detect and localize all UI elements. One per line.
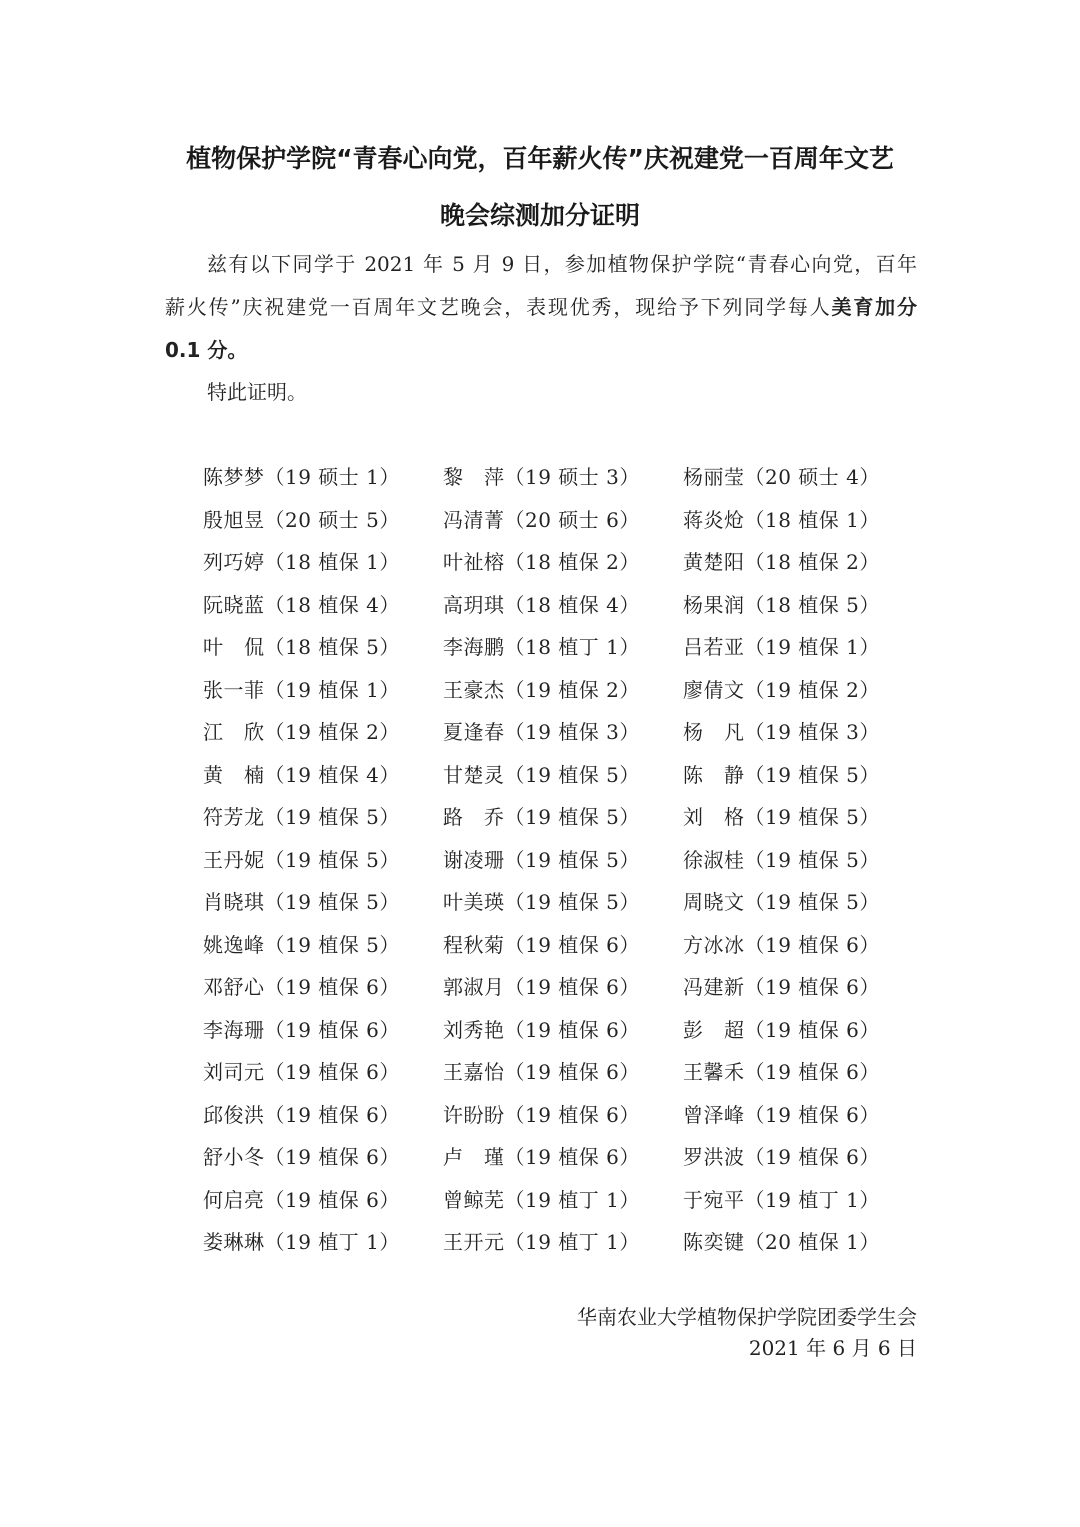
student-entry: 杨果润（18 植保 5） bbox=[683, 592, 880, 617]
student-entry: 吕若亚（19 植保 1） bbox=[683, 635, 880, 659]
student-entry: 陈梦梦（19 硕士 1） bbox=[203, 465, 400, 489]
student-entry: 徐淑桂（19 植保 5） bbox=[683, 847, 880, 872]
student-entry: 李海珊（19 植保 6） bbox=[203, 1017, 400, 1042]
signature-block bbox=[577, 1302, 917, 1364]
document-title-line-2: 晚会综测加分证明 bbox=[439, 201, 640, 230]
student-entry: 黄楚阳（18 植保 2） bbox=[683, 550, 880, 574]
aesthetic-bonus-label: 美育加分 bbox=[831, 295, 917, 319]
issuing-organization: 华南农业大学植物保护学院团委学生会 bbox=[577, 1305, 917, 1329]
paragraph-line-3: 0.1 分。 bbox=[165, 338, 248, 362]
student-entry: 殷旭昱（20 硕士 5） bbox=[203, 507, 400, 532]
student-entry: 陈奕键（20 植保 1） bbox=[683, 1230, 880, 1254]
student-entry: 方冰冰（19 植保 6） bbox=[683, 932, 880, 957]
student-entry: 娄琳琳（19 植丁 1） bbox=[203, 1230, 400, 1254]
student-entry: 罗洪波（19 植保 6） bbox=[683, 1145, 880, 1169]
student-entry: 高玥琪（18 植保 4） bbox=[443, 592, 640, 617]
student-entry: 王馨禾（19 植保 6） bbox=[683, 1060, 880, 1084]
student-entry: 肖晓琪（19 植保 5） bbox=[203, 890, 400, 914]
certify-statement: 特此证明。 bbox=[207, 380, 307, 404]
certificate-paragraph bbox=[165, 243, 917, 372]
student-entry: 路 乔（19 植保 5） bbox=[443, 805, 640, 829]
student-entry: 刘 格（19 植保 5） bbox=[683, 805, 880, 829]
student-entry: 张一菲（19 植保 1） bbox=[203, 677, 400, 702]
student-name-list bbox=[203, 459, 903, 1267]
student-entry: 周晓文（19 植保 5） bbox=[683, 890, 880, 914]
student-entry: 杨丽莹（20 硕士 4） bbox=[683, 465, 880, 489]
student-entry: 舒小冬（19 植保 6） bbox=[203, 1145, 400, 1169]
student-entry: 李海鹏（18 植丁 1） bbox=[443, 635, 640, 659]
student-entry: 叶 侃（18 植保 5） bbox=[203, 635, 400, 659]
student-entry: 许盼盼（19 植保 6） bbox=[443, 1102, 640, 1127]
student-entry: 刘司元（19 植保 6） bbox=[203, 1060, 400, 1084]
student-entry: 邱俊洪（19 植保 6） bbox=[203, 1102, 400, 1127]
student-entry: 黎 萍（19 硕士 3） bbox=[443, 465, 640, 489]
paragraph-line-1: 兹有以下同学于 2021 年 5 月 9 日，参加植物保护学院“青春心向党，百年 bbox=[207, 252, 917, 276]
student-entry: 阮晓蓝（18 植保 4） bbox=[203, 592, 400, 617]
student-entry: 黄 楠（19 植保 4） bbox=[203, 762, 400, 787]
student-entry: 叶美瑛（19 植保 5） bbox=[443, 890, 640, 914]
student-entry: 于宛平（19 植丁 1） bbox=[683, 1187, 880, 1212]
student-entry: 姚逸峰（19 植保 5） bbox=[203, 932, 400, 957]
student-entry: 江 欣（19 植保 2） bbox=[203, 720, 400, 744]
student-entry: 王嘉怡（19 植保 6） bbox=[443, 1060, 640, 1084]
student-entry: 冯清菁（20 硕士 6） bbox=[443, 507, 640, 532]
student-entry: 谢凌珊（19 植保 5） bbox=[443, 847, 640, 872]
student-entry: 王豪杰（19 植保 2） bbox=[443, 677, 640, 702]
student-entry: 刘秀艳（19 植保 6） bbox=[443, 1017, 640, 1042]
student-entry: 曾泽峰（19 植保 6） bbox=[683, 1102, 880, 1127]
paragraph-line-2 bbox=[165, 286, 917, 329]
student-entry: 廖倩文（19 植保 2） bbox=[683, 677, 880, 702]
student-entry: 甘楚灵（19 植保 5） bbox=[443, 762, 640, 787]
student-entry: 陈 静（19 植保 5） bbox=[683, 762, 880, 787]
student-entry: 冯建新（19 植保 6） bbox=[683, 975, 880, 999]
document-title-line-1: 植物保护学院“青春心向党，百年薪火传”庆祝建党一百周年文艺 bbox=[186, 144, 894, 173]
student-entry: 杨 凡（19 植保 3） bbox=[683, 720, 880, 744]
paragraph-line-2-text: 薪火传”庆祝建党一百周年文艺晚会，表现优秀，现给予下列同学每人 bbox=[165, 295, 832, 319]
student-entry: 叶祉榕（18 植保 2） bbox=[443, 550, 640, 574]
student-entry: 何启亮（19 植保 6） bbox=[203, 1187, 400, 1212]
student-entry: 蒋炎炝（18 植保 1） bbox=[683, 507, 880, 532]
student-entry: 王丹妮（19 植保 5） bbox=[203, 847, 400, 872]
student-entry: 王开元（19 植丁 1） bbox=[443, 1230, 640, 1254]
student-entry: 卢 瑾（19 植保 6） bbox=[443, 1145, 640, 1169]
student-entry: 郭淑月（19 植保 6） bbox=[443, 975, 640, 999]
student-entry: 程秋菊（19 植保 6） bbox=[443, 932, 640, 957]
student-entry: 曾鲸芜（19 植丁 1） bbox=[443, 1187, 640, 1212]
student-entry: 彭 超（19 植保 6） bbox=[683, 1017, 880, 1042]
student-entry: 夏逢春（19 植保 3） bbox=[443, 720, 640, 744]
student-entry: 邓舒心（19 植保 6） bbox=[203, 975, 400, 999]
student-entry: 符芳龙（19 植保 5） bbox=[203, 805, 400, 829]
student-entry: 列巧婷（18 植保 1） bbox=[203, 550, 400, 574]
issue-date: 2021 年 6 月 6 日 bbox=[748, 1336, 917, 1360]
